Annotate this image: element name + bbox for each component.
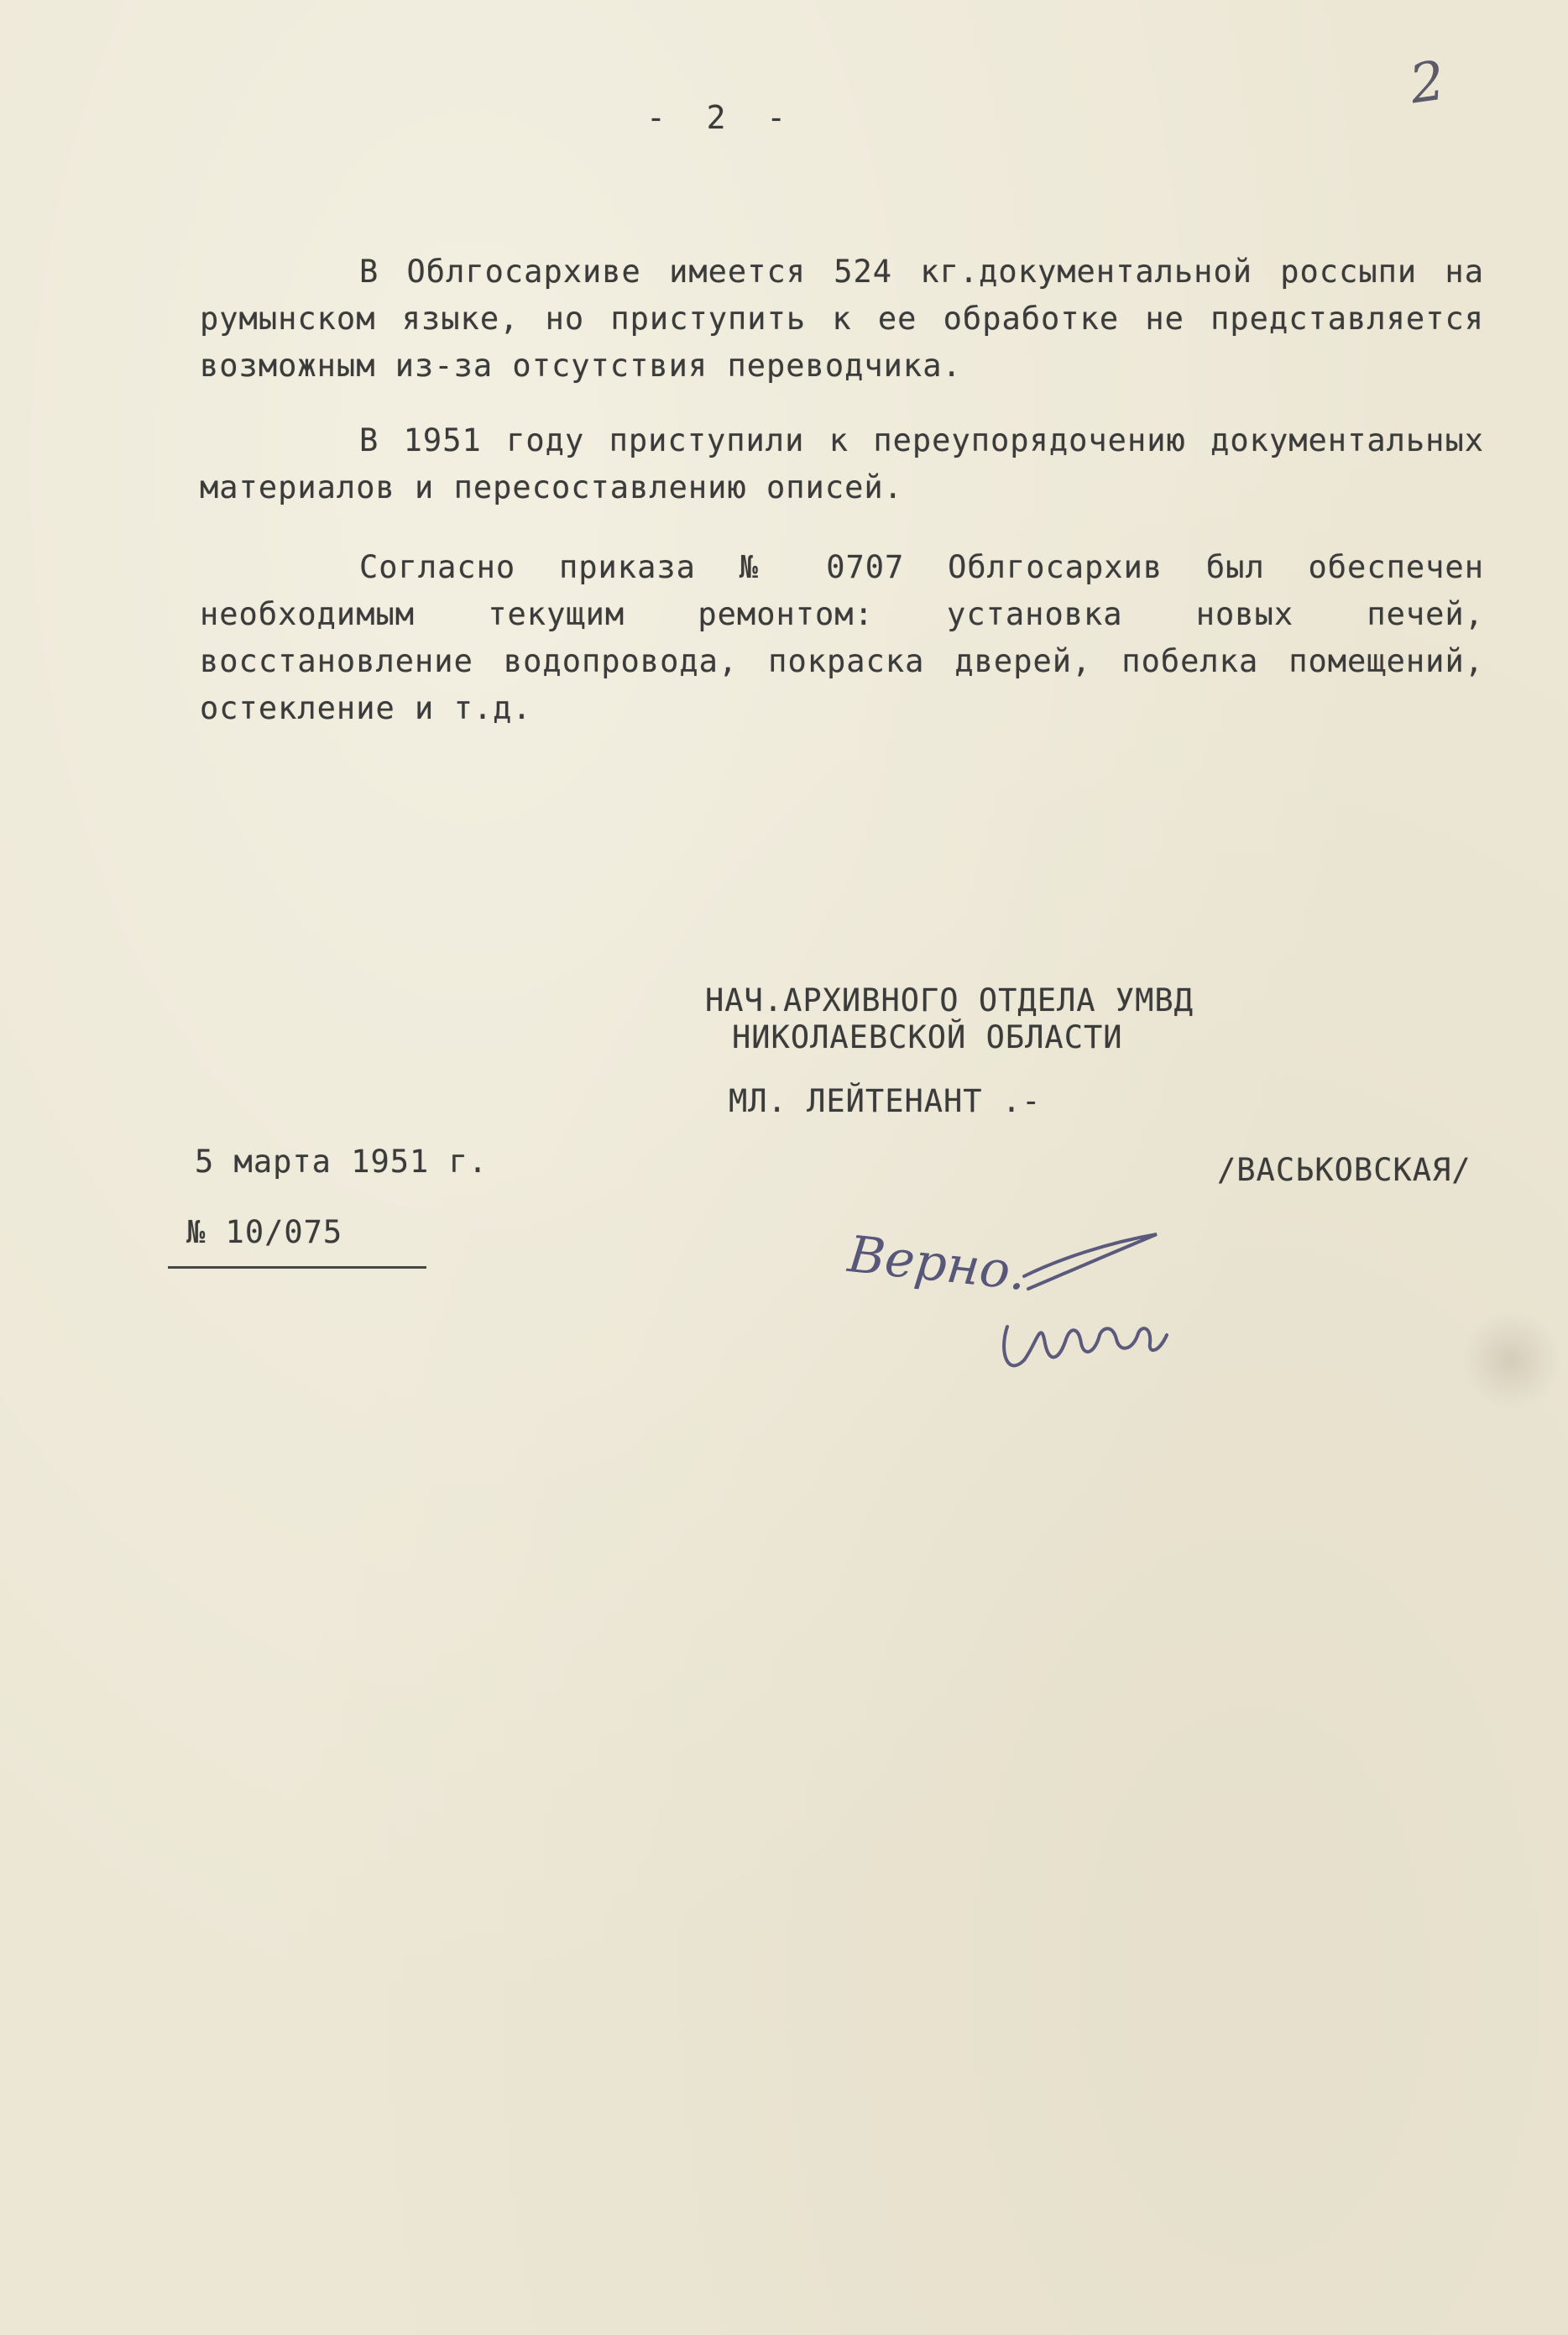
document-number-underline [168, 1266, 426, 1269]
archive-folio-number: 2 [1406, 50, 1449, 117]
paragraph-romanian-documents: В Облгосархиве имеется 524 кг.документальной россыпи на румынском языке, но приступить к ее обработке не представляется возможным из-за отсутствия переводчика. [200, 254, 1484, 384]
paragraph-repairs: Согласно приказа № 0707 Облгосархив был обеспечен необходимым текущим ремонтом: установка новых печей, восстановление водопровода, покраска дверей, побелка помещений, остекление и т.д. [200, 549, 1484, 726]
signature-title [705, 982, 1194, 1056]
paragraph-reordering: В 1951 году приступили к переупорядочению документальных материалов и пересоставлению описей. [200, 422, 1484, 505]
handwritten-certification: Верно. [844, 1225, 1029, 1302]
document-date: 5 марта 1951 г. [195, 1144, 489, 1180]
signer-rank: МЛ. ЛЕЙТЕНАНТ .- [729, 1083, 1042, 1119]
signature-title-line-2: НИКОЛАЕВСКОЙ ОБЛАСТИ [732, 1019, 1123, 1055]
document-number: № 10/075 [186, 1214, 343, 1250]
signature-title-line-1: НАЧ.АРХИВНОГО ОТДЕЛА УМВД [705, 982, 1194, 1018]
paper-stain [1461, 1310, 1561, 1411]
signer-name: /ВАСЬКОВСКАЯ/ [1217, 1152, 1471, 1188]
handwritten-signature-icon [839, 1217, 1209, 1385]
page-number: - 2 - [646, 99, 787, 136]
